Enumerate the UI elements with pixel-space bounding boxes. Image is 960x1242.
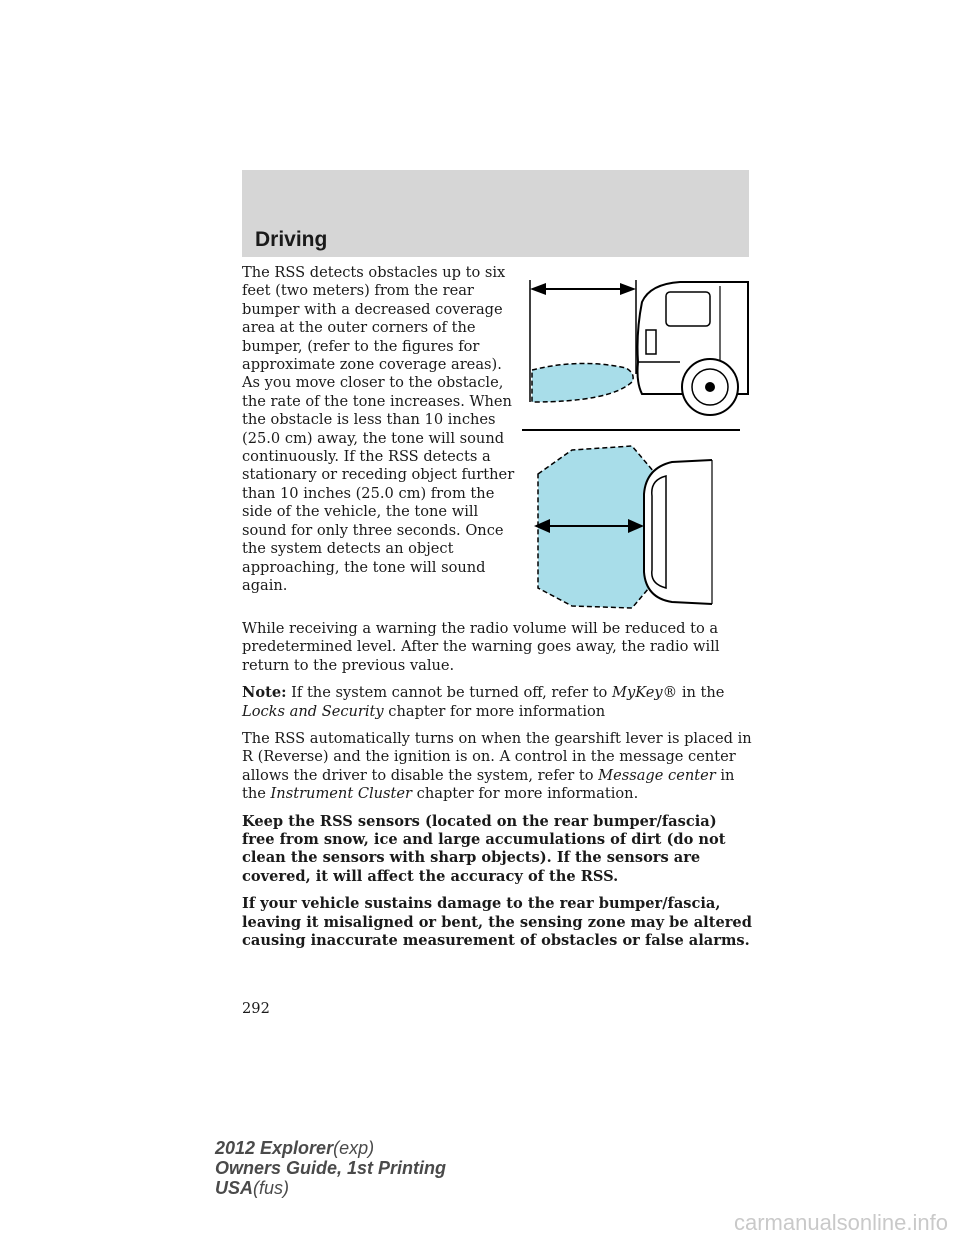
body-paragraphs	[242, 620, 752, 960]
footer-model: 2012 Explorer	[215, 1138, 334, 1158]
arrowhead-right-icon	[620, 283, 636, 295]
section-header-bar	[242, 170, 749, 257]
arrowhead-left-icon	[530, 283, 546, 295]
footer-market-code: (fus)	[253, 1178, 290, 1198]
note-paragraph: Note: If the system cannot be turned off, refer to MyKey® in the Locks and Security chapter for more information	[242, 684, 725, 720]
message-center-reference: Message center	[598, 766, 716, 784]
watermark: carmanualsonline.info	[733, 1210, 948, 1235]
footer-guide: Owners Guide, 1st Printing	[215, 1158, 447, 1178]
intro-paragraph: The RSS detects obstacles up to six feet (two meters) from the rear bumper with a decreased coverage area at the outer corners of the bumper, (refer to the figures for approximate zone coverage areas). As you move closer to the obstacle, the rate of the tone increases. When the obstacle is less than 10 inches (25.0 cm) away, the tone will sound continuously. If the RSS detects a stationary or receding object further than 10 inches (25.0 cm) from the side of the vehicle, the tone will sound for only three seconds. Once the system detects an object approaching, the tone will sound again.	[242, 264, 515, 594]
page-number: 292	[242, 1000, 270, 1017]
top-view-illustration	[534, 446, 712, 608]
bumper-damage-warning: If your vehicle sustains damage to the rear bumper/fascia, leaving it misaligned or bent, the sensing zone may be altered causing inaccurate measurement of obstacles or false alarms.	[242, 895, 752, 950]
note-label: Note:	[242, 684, 287, 702]
locks-security-reference: Locks and Security	[242, 702, 384, 720]
instrument-cluster-reference: Instrument Cluster	[270, 785, 413, 803]
side-view-illustration	[522, 280, 748, 430]
rss-coverage-figure	[520, 262, 750, 612]
section-title: Driving	[255, 228, 328, 251]
radio-volume-paragraph: While receiving a warning the radio volume will be reduced to a predetermined level. After the warning goes away, the radio will return to the previous value.	[242, 620, 720, 674]
footer-market: USA	[215, 1178, 254, 1198]
footer-model-code: (exp)	[333, 1138, 375, 1158]
side-coverage-zone	[532, 363, 633, 402]
auto-on-paragraph: The RSS automatically turns on when the gearshift lever is placed in R (Reverse) and the ignition is on. A control in the message center allows the driver to disable the system, refer to Message center in the Instrument Cluster chapter for more information.	[242, 730, 752, 803]
document-footer	[215, 1138, 446, 1198]
sensor-care-warning: Keep the RSS sensors (located on the rear bumper/fascia) free from snow, ice and large accumulations of dirt (do not clean the sensors with sharp objects). If the sensors are covered, it will affect the accuracy of the RSS.	[242, 812, 726, 885]
mykey-reference: MyKey®	[612, 684, 678, 702]
